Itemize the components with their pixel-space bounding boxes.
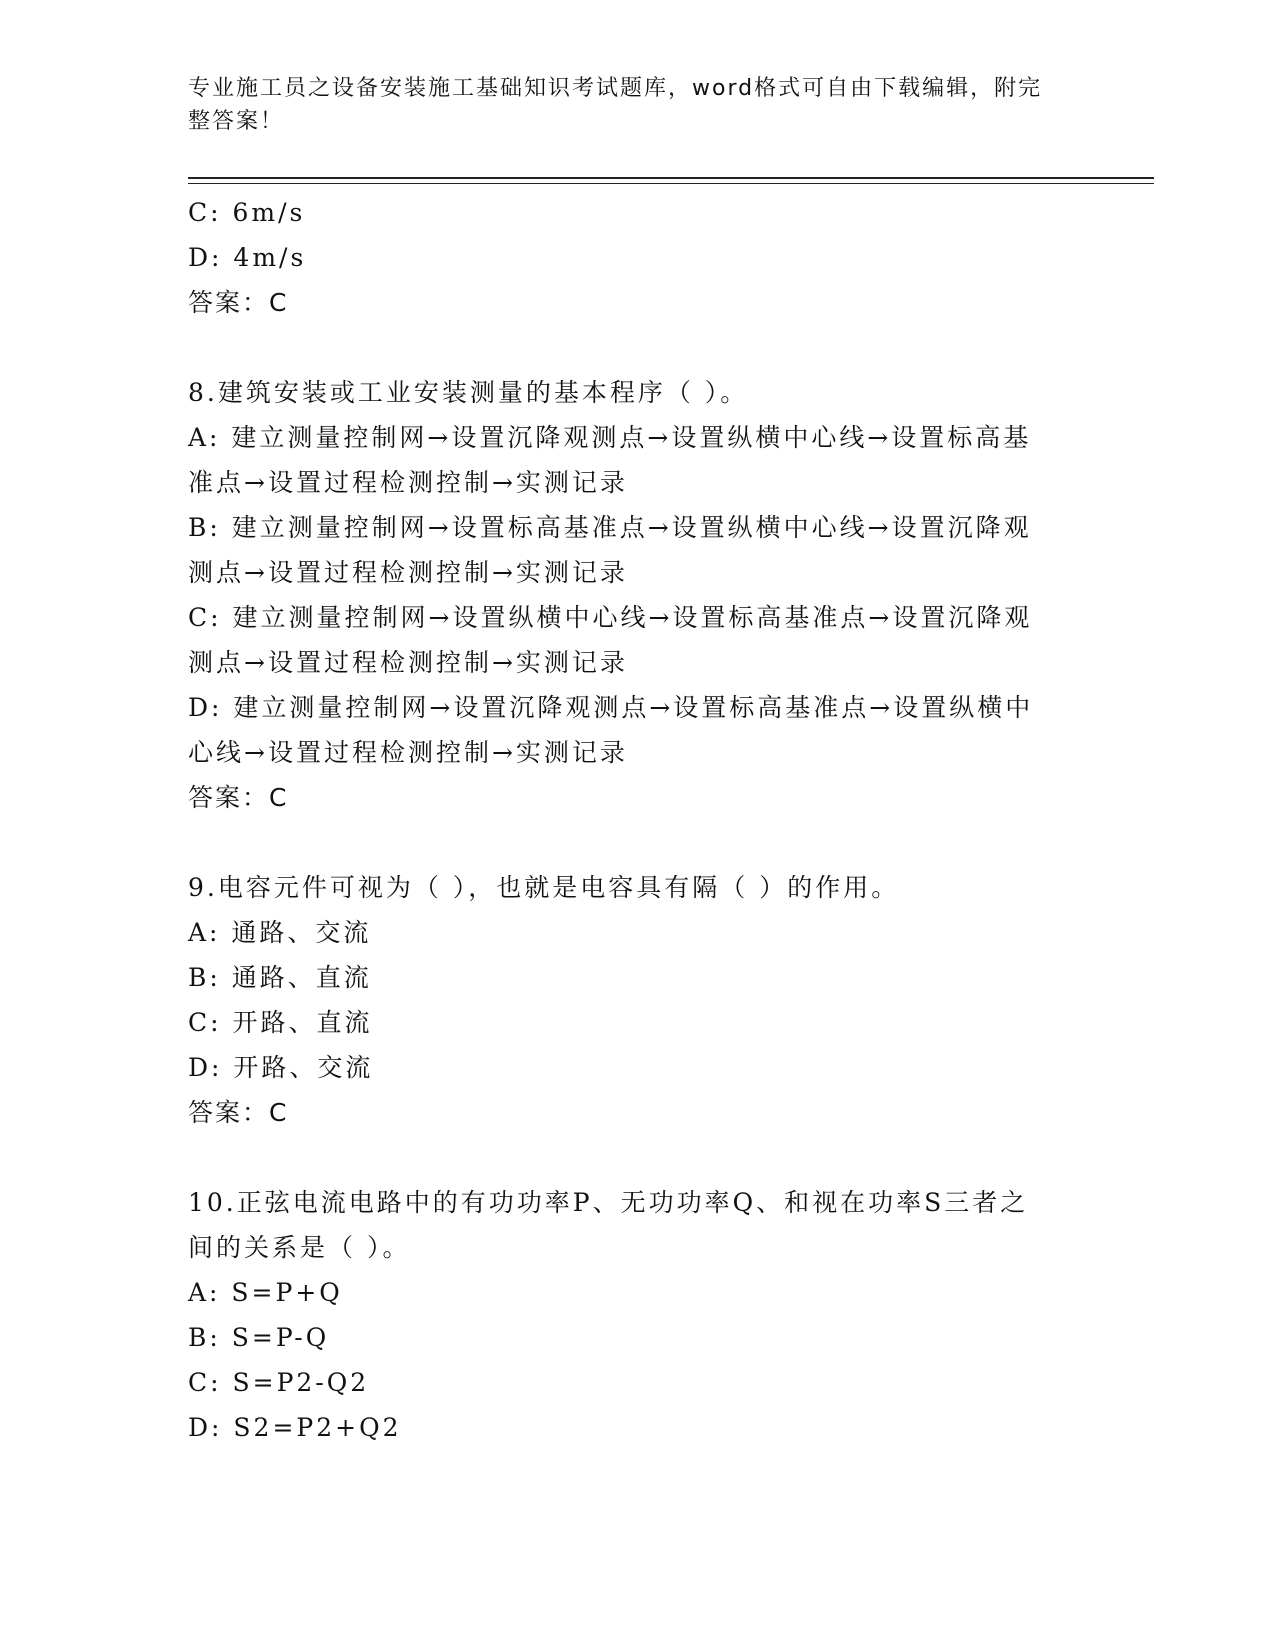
q10-option-d: D: S2=P2+Q2 (188, 1413, 402, 1442)
q9-option-c: C: 开路、直流 (188, 1008, 373, 1037)
q9-stem: 9.电容元件可视为（ ），也就是电容具有隔（ ）的作用。 (188, 873, 900, 902)
q8-option-b-line1: B: 建立测量控制网→设置标高基准点→设置纵横中心线→设置沉降观 (188, 513, 1032, 542)
q8-option-c-line1: C: 建立测量控制网→设置纵横中心线→设置标高基准点→设置沉降观 (188, 603, 1033, 632)
question-content (188, 190, 1088, 1450)
header-line-2: 整答案！ (188, 109, 285, 134)
q8-option-d-line1: D: 建立测量控制网→设置沉降观测点→设置标高基准点→设置纵横中 (188, 693, 1034, 722)
q7-option-c: C: 6m/s (188, 198, 306, 227)
q8-option-d-line2: 心线→设置过程检测控制→实测记录 (188, 738, 628, 767)
header-line-1: 专业施工员之设备安装施工基础知识考试题库，word格式可自由下载编辑，附完 (188, 76, 1043, 101)
q9-option-a: A: 通路、交流 (188, 918, 372, 947)
q9-option-d: D: 开路、交流 (188, 1053, 374, 1082)
q8-option-a-line1: A: 建立测量控制网→设置沉降观测点→设置纵横中心线→设置标高基 (188, 423, 1032, 452)
spacer (188, 1135, 1088, 1180)
q10-option-c: C: S=P2-Q2 (188, 1368, 370, 1397)
spacer (188, 325, 1088, 370)
q8-option-c-line2: 测点→设置过程检测控制→实测记录 (188, 648, 628, 677)
header-rule-thin (188, 183, 1154, 184)
q8-option-a-line2: 准点→设置过程检测控制→实测记录 (188, 468, 628, 497)
q10-stem-line1: 10.正弦电流电路中的有功功率P、无功功率Q、和视在功率S三者之 (188, 1188, 1029, 1217)
q8-stem: 8.建筑安装或工业安装测量的基本程序（ ）。 (188, 378, 749, 407)
q9-answer: 答案：C (188, 1098, 289, 1127)
q8-answer: 答案：C (188, 783, 289, 812)
q7-answer: 答案：C (188, 288, 289, 317)
q7-option-d: D: 4m/s (188, 243, 307, 272)
q10-option-a: A: S=P+Q (188, 1278, 343, 1307)
header-rule-thick (188, 177, 1154, 179)
q8-option-b-line2: 测点→设置过程检测控制→实测记录 (188, 558, 628, 587)
q10-stem-line2: 间的关系是（ ）。 (188, 1233, 411, 1262)
document-header (188, 72, 1068, 138)
q9-option-b: B: 通路、直流 (188, 963, 372, 992)
spacer (188, 820, 1088, 865)
q10-option-b: B: S=P-Q (188, 1323, 330, 1352)
